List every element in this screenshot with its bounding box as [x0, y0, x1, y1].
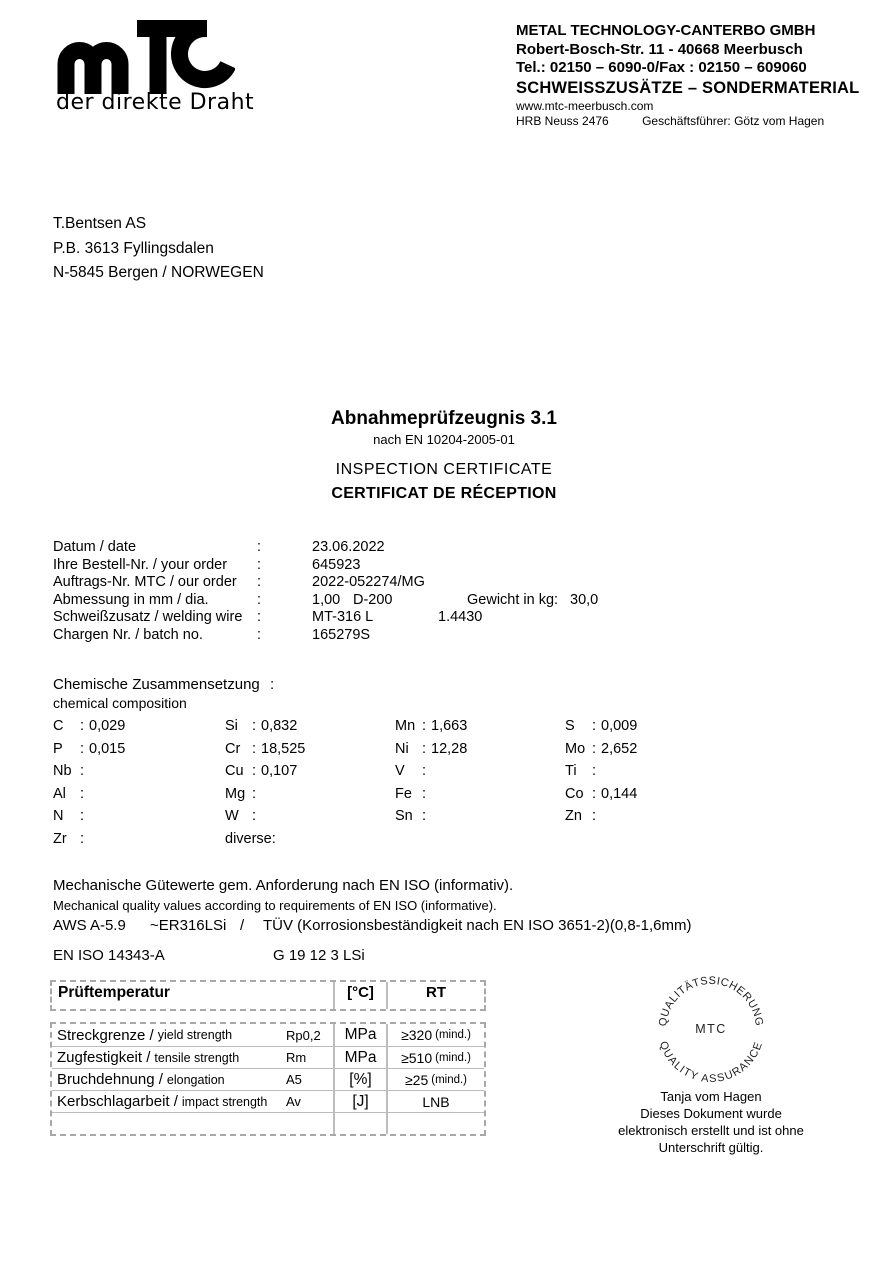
element-value: 0,832	[261, 718, 298, 734]
chem-cell	[395, 741, 467, 757]
value-note: (mind.)	[431, 1073, 468, 1086]
value-main: ≥25	[404, 1071, 429, 1088]
chem-colon: :	[252, 785, 257, 802]
signer-name: Tanja vom Hagen	[660, 1089, 762, 1104]
company-legal	[516, 114, 859, 129]
detail-label: Schweißzusatz / welding wire	[53, 609, 243, 625]
company-business: SCHWEISSZUSÄTZE – SONDERMATERIAL	[516, 78, 860, 97]
signature-note	[596, 1088, 826, 1156]
chem-cell	[225, 808, 261, 824]
chem-colon: :	[80, 830, 85, 847]
property-value	[386, 1091, 484, 1112]
signature-note-line: elektronisch erstellt und ist ohne	[618, 1123, 804, 1138]
property-unit: MPa	[333, 1024, 386, 1046]
recipient-name: T.Bentsen AS	[53, 215, 147, 232]
property-de: Kerbschlagarbeit /	[57, 1093, 178, 1110]
chem-colon: :	[422, 808, 427, 824]
value-main: ≥510	[401, 1049, 433, 1066]
value-note: (mind.)	[435, 1051, 471, 1064]
detail-colon: :	[257, 609, 262, 625]
company-header	[516, 22, 859, 129]
table-row-elongation	[52, 1068, 484, 1090]
element-value: 0,029	[89, 718, 126, 734]
en-iso-line	[53, 947, 553, 967]
chem-cell	[395, 786, 431, 802]
company-street: Robert-Bosch-Str. 11 - 40668 Meerbusch	[516, 40, 803, 58]
element-symbol: V	[395, 763, 405, 779]
detail-label: Chargen Nr. / batch no.	[53, 626, 203, 643]
chem-cell	[565, 808, 601, 824]
element-symbol: Mg	[225, 785, 246, 802]
quality-stamp-seal	[636, 954, 786, 1104]
table-header-row	[50, 980, 486, 1011]
element-value: 0,009	[601, 718, 638, 734]
chem-row	[53, 718, 753, 738]
property-value	[386, 1024, 484, 1046]
table-row-tensile	[52, 1046, 484, 1068]
detail-label: Ihre Bestell-Nr. / your order	[53, 556, 228, 573]
property-symbol: Rm	[286, 1050, 307, 1065]
mechanical-heading-de: Mechanische Gütewerte gem. Anforderung nach EN ISO (informativ).	[53, 877, 514, 894]
chemistry-heading-de	[53, 676, 353, 694]
aws-class: ~ER316LSi	[150, 917, 227, 934]
chem-colon: :	[422, 763, 427, 779]
chem-cell	[225, 763, 297, 779]
element-symbol: Zn	[565, 808, 582, 824]
element-symbol: N	[53, 808, 64, 824]
element-value: 0,107	[261, 763, 298, 779]
detail-row-batch	[53, 627, 653, 645]
chem-colon: :	[80, 718, 85, 734]
chem-colon: :	[422, 718, 427, 734]
element-symbol: Ni	[395, 740, 409, 757]
element-symbol: Si	[225, 718, 238, 734]
order-details	[53, 539, 653, 645]
element-symbol: Sn	[395, 808, 413, 824]
chem-cell	[565, 763, 601, 779]
element-symbol: Cu	[225, 763, 244, 779]
property-symbol: Rp0,2	[286, 1027, 321, 1043]
separator-slash: /	[240, 917, 245, 934]
detail-value: 23.06.2022	[312, 539, 385, 555]
element-value: 12,28	[431, 740, 468, 757]
chem-cell	[565, 718, 637, 734]
property-unit: [%]	[333, 1069, 386, 1090]
chem-colon: :	[252, 718, 257, 734]
chem-cell	[565, 741, 637, 757]
chem-cell	[53, 786, 89, 802]
chem-row	[53, 763, 753, 783]
chem-colon: :	[592, 763, 597, 779]
element-symbol: Cr	[225, 740, 241, 757]
table-body	[50, 1022, 486, 1136]
element-value: 18,525	[261, 740, 306, 757]
element-value: 1,663	[431, 718, 468, 734]
detail-value: 2022-052274/MG	[312, 574, 425, 590]
chem-cell	[53, 718, 125, 734]
mechanical-heading-en: Mechanical quality values according to requirements of EN ISO (informative).	[53, 898, 497, 913]
element-symbol: Al	[53, 785, 66, 802]
chem-colon: :	[592, 808, 597, 824]
detail-value: MT-316 L	[312, 609, 374, 625]
detail-label: Datum / date	[53, 539, 137, 555]
chem-colon: :	[80, 740, 85, 757]
detail-colon: :	[257, 539, 262, 555]
element-value: 2,652	[601, 740, 638, 757]
title-english: INSPECTION CERTIFICATE	[335, 461, 553, 478]
header-unit: [°C]	[333, 982, 386, 1009]
chem-colon: :	[422, 740, 427, 757]
stamp-center-text: MTC	[695, 1022, 727, 1036]
stamp-arc-bottom-text: QUALITY ASSURANCE	[656, 1039, 766, 1086]
table-row-yield	[52, 1024, 484, 1046]
property-en: elongation	[166, 1072, 225, 1087]
chem-colon: :	[271, 830, 276, 847]
aws-code: AWS A-5.9	[53, 917, 126, 934]
chem-cell	[395, 763, 431, 779]
company-name: METAL TECHNOLOGY-CANTERBO GMBH	[516, 22, 816, 39]
chem-row	[53, 786, 753, 806]
element-value: 0,015	[89, 740, 126, 757]
chem-cell	[53, 763, 89, 779]
chemical-composition-table	[53, 718, 753, 853]
chem-cell	[225, 786, 261, 802]
chem-cell	[53, 831, 89, 847]
chem-colon: :	[80, 808, 85, 824]
empty-cell	[52, 1113, 286, 1134]
weight-label: Gewicht in kg:	[467, 591, 559, 608]
chem-row	[53, 831, 753, 851]
element-value: 0,144	[601, 785, 638, 802]
element-symbol: Mo	[565, 740, 586, 757]
element-symbol: P	[53, 740, 63, 757]
property-de: Zugfestigkeit /	[57, 1049, 151, 1066]
detail-row-dimension	[53, 592, 653, 610]
company-website: www.mtc-meerbusch.com	[516, 98, 654, 113]
element-symbol: W	[225, 808, 239, 824]
chem-colon: :	[252, 740, 257, 757]
chem-cell	[225, 831, 281, 847]
chemistry-heading	[53, 676, 353, 711]
chem-cell	[53, 741, 125, 757]
element-symbol: Zr	[53, 830, 67, 847]
stamp-arc-top-text: QUALITÄTSSICHERUNG	[656, 974, 766, 1028]
chem-colon: :	[80, 763, 85, 779]
property-name	[52, 1069, 286, 1090]
title-standard: nach EN 10204-2005-01	[373, 432, 515, 447]
detail-value: 645923	[312, 556, 361, 573]
chem-colon: :	[592, 718, 597, 734]
empty-cell	[386, 1113, 484, 1134]
company-register: HRB Neuss 2476	[516, 113, 609, 128]
header-rt: RT	[386, 982, 484, 1009]
en-iso-class: G 19 12 3 LSi	[273, 947, 365, 964]
property-symbol: A5	[286, 1072, 302, 1087]
weight-value: 30,0	[570, 591, 599, 608]
property-en: tensile strength	[154, 1050, 240, 1065]
element-symbol: Co	[565, 785, 584, 802]
detail-value: 165279S	[312, 626, 371, 643]
detail-label: Auftrags-Nr. MTC / our order	[53, 574, 237, 590]
detail-label: Abmessung in mm / dia.	[53, 591, 209, 608]
element-symbol: C	[53, 718, 64, 734]
chem-colon: :	[592, 785, 597, 802]
chem-cell	[565, 786, 637, 802]
property-name	[52, 1047, 286, 1068]
chem-cell	[53, 808, 89, 824]
chem-cell	[395, 808, 431, 824]
property-name	[52, 1091, 286, 1112]
value-main: LNB	[422, 1093, 450, 1110]
recipient-address	[53, 212, 264, 286]
detail-colon: :	[257, 626, 262, 643]
logo-m-arch2	[93, 51, 120, 95]
title-block	[0, 408, 888, 503]
element-symbol: Ti	[565, 763, 577, 779]
detail-row-date	[53, 539, 653, 557]
chem-colon: :	[592, 740, 597, 757]
chemistry-heading-colon: :	[270, 676, 275, 693]
value-main: ≥320	[401, 1027, 433, 1043]
aws-classification-line	[53, 917, 753, 937]
chemistry-heading-de-text: Chemische Zusammensetzung	[53, 676, 260, 693]
property-symbol: Av	[286, 1094, 301, 1109]
property-en: impact strength	[181, 1094, 268, 1109]
table-row-empty	[52, 1112, 484, 1134]
recipient-city: N-5845 Bergen / NORWEGEN	[53, 264, 264, 281]
svg-text:QUALITÄTSSICHERUNG	[657, 975, 765, 1027]
property-unit: MPa	[333, 1047, 386, 1068]
detail-colon: :	[257, 556, 262, 573]
chem-cell	[225, 718, 297, 734]
recipient-pobox: P.B. 3613 Fyllingsdalen	[53, 239, 214, 257]
property-de: Bruchdehnung /	[57, 1071, 163, 1088]
chemistry-heading-en: chemical composition	[53, 695, 187, 711]
detail-value-spool: D-200	[353, 591, 393, 608]
element-symbol: Fe	[395, 785, 412, 802]
empty-cell	[286, 1113, 333, 1134]
detail-row-your-order	[53, 557, 653, 575]
property-value	[386, 1047, 484, 1068]
mechanical-values-table	[50, 980, 486, 1136]
logo-c-arc	[180, 29, 229, 80]
header-pruftemperatur: Prüftemperatur	[58, 984, 170, 1001]
title-main: Abnahmeprüfzeugnis 3.1	[331, 408, 557, 429]
element-symbol: Mn	[395, 718, 416, 734]
svg-text:QUALITY ASSURANCE	[657, 1040, 765, 1085]
logo-tagline: der direkte Draht	[56, 90, 255, 115]
mtc-logo	[55, 16, 235, 94]
chem-row	[53, 808, 753, 828]
en-iso-standard: EN ISO 14343-A	[53, 947, 165, 964]
chem-colon: :	[80, 785, 85, 802]
company-phone: Tel.: 02150 – 6090-0/Fax : 02150 – 609060	[516, 59, 807, 76]
property-de: Streckgrenze /	[57, 1026, 154, 1044]
detail-row-our-order	[53, 574, 653, 592]
chem-colon: :	[422, 785, 427, 802]
chem-cell	[225, 741, 305, 757]
chem-row	[53, 741, 753, 761]
property-value	[386, 1069, 484, 1090]
element-symbol: Nb	[53, 763, 72, 779]
detail-colon: :	[257, 591, 262, 608]
table-row-impact	[52, 1090, 484, 1112]
signature-note-line: Dieses Dokument wurde	[640, 1106, 782, 1121]
chem-colon: :	[252, 808, 257, 824]
property-unit: [J]	[333, 1091, 386, 1112]
chem-cell	[395, 718, 467, 734]
chem-colon: :	[252, 763, 257, 779]
element-symbol: S	[565, 718, 575, 734]
signature-note-line: Unterschrift gültig.	[658, 1140, 764, 1155]
element-symbol: diverse	[225, 830, 272, 847]
company-ceo: Geschäftsführer: Götz vom Hagen	[642, 113, 825, 128]
value-note: (mind.)	[435, 1029, 471, 1041]
detail-row-wire	[53, 609, 653, 627]
detail-colon: :	[257, 574, 262, 590]
property-en: yield strength	[157, 1028, 233, 1042]
detail-value-material-no: 1.4430	[438, 609, 483, 625]
mechanical-section	[53, 877, 753, 937]
property-name	[52, 1024, 286, 1046]
title-french: CERTIFICAT DE RÉCEPTION	[331, 485, 557, 502]
empty-cell	[333, 1113, 386, 1134]
tuev-note: TÜV (Korrosionsbeständigkeit nach EN ISO 3651-2)(0,8-1,6mm)	[263, 917, 692, 934]
detail-value: 1,00	[312, 591, 341, 608]
